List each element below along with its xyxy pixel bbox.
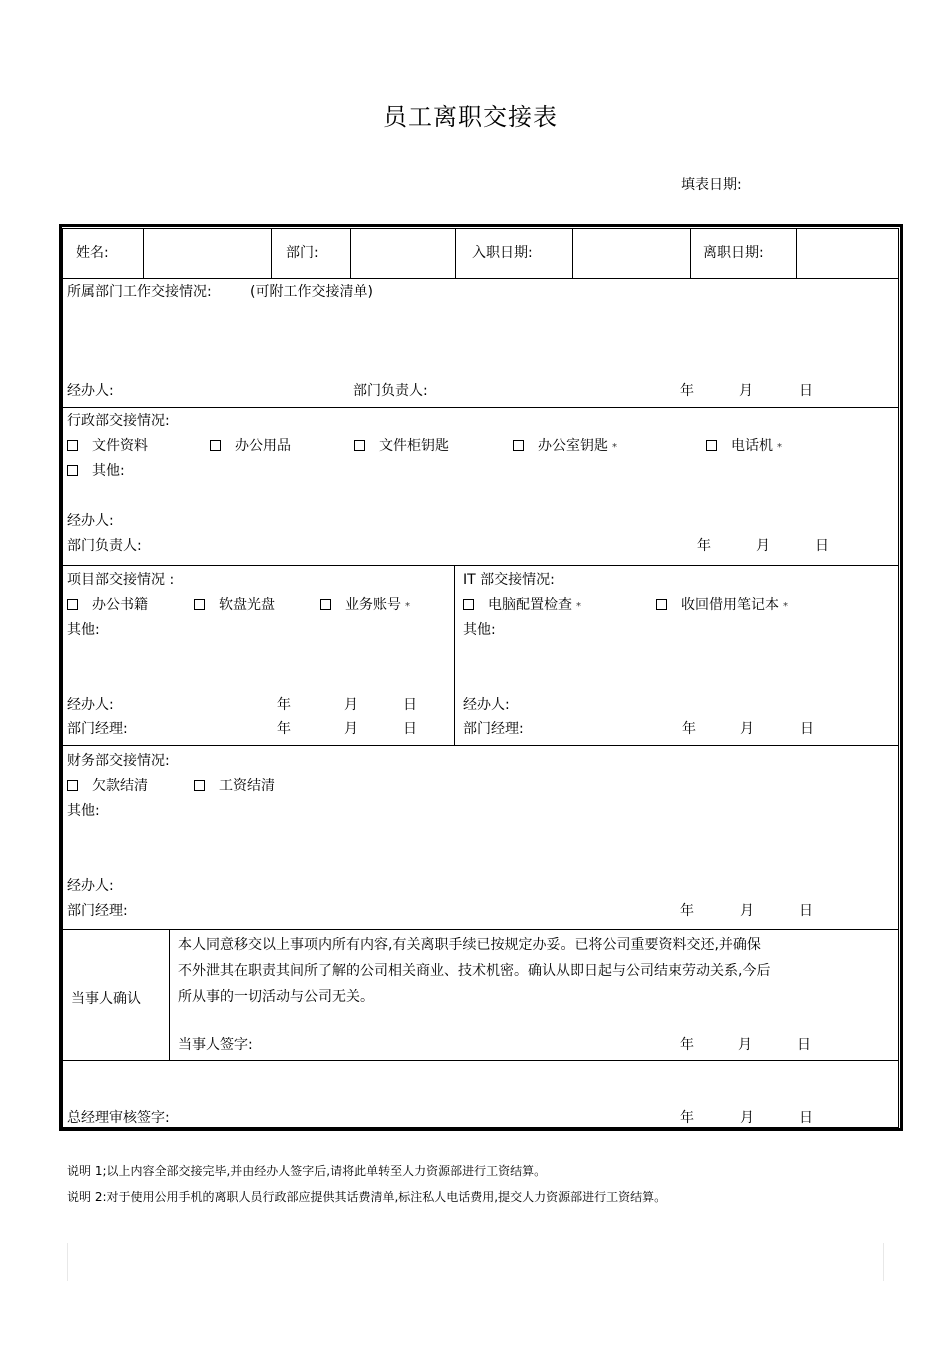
dept-head-label: 部门负责人: (353, 383, 428, 399)
date-month: 月 (740, 1110, 754, 1126)
project-manager-label: 部门经理: (67, 721, 128, 737)
section-line (62, 745, 899, 746)
page-edge-mark (67, 1243, 68, 1281)
date-year: 年 (277, 697, 291, 713)
inner-left-line (62, 278, 63, 1128)
date-day: 日 (799, 903, 813, 919)
date-year: 年 (680, 1037, 694, 1053)
date-day: 日 (403, 697, 417, 713)
finance-item-salary[interactable]: 工资结清 (194, 775, 275, 795)
hire-date-label: 入职日期: (472, 245, 533, 261)
it-manager-label: 部门经理: (463, 721, 524, 737)
admin-item-documents[interactable]: 文件资料 (67, 435, 148, 455)
confirm-text-line: 所从事的一切活动与公司无关。 (178, 989, 374, 1005)
note-line: 说明 1;以上内容全部交接完毕,并由经办人签字后,请将此单转至人力资源部进行工资结算。 (67, 1164, 547, 1178)
date-year: 年 (680, 1110, 694, 1126)
date-month: 月 (740, 903, 754, 919)
page-edge-mark (883, 1243, 884, 1281)
header-divider (143, 228, 144, 278)
it-handler-label: 经办人: (463, 697, 510, 713)
section-line (62, 407, 899, 408)
it-section-label: IT 部交接情况: (463, 572, 555, 588)
project-section-label: 项目部交接情况 : (67, 572, 175, 588)
finance-manager-label: 部门经理: (67, 903, 128, 919)
checkbox[interactable] (194, 780, 205, 791)
finance-item-debts[interactable]: 欠款结清 (67, 775, 148, 795)
header-divider (572, 228, 573, 278)
date-month: 月 (344, 697, 358, 713)
header-divider (271, 228, 272, 278)
project-item-disks[interactable]: 软盘光盘 (194, 594, 275, 614)
date-day: 日 (800, 721, 814, 737)
checkbox[interactable] (67, 780, 78, 791)
confirm-divider (169, 929, 170, 1060)
checkbox[interactable] (354, 440, 365, 451)
note-line: 说明 2:对于使用公用手机的离职人员行政部应提供其话费清单,标注私人电话费用,提交人力资源部进行工资结算。 (67, 1190, 667, 1204)
section-line (62, 565, 899, 566)
it-item-laptop-return[interactable]: 收回借用笔记本 * (656, 594, 788, 614)
it-other-label: 其他: (463, 622, 496, 638)
date-day: 日 (815, 538, 829, 554)
date-day: 日 (799, 383, 813, 399)
project-it-divider (454, 565, 455, 745)
section-line (62, 1060, 899, 1061)
page-title: 员工离职交接表 (383, 103, 558, 131)
name-label: 姓名: (76, 245, 109, 261)
admin-section-label: 行政部交接情况: (67, 413, 170, 429)
inner-right-line (898, 278, 899, 1128)
project-item-books[interactable]: 办公书籍 (67, 594, 148, 614)
admin-handler-label: 经办人: (67, 513, 114, 529)
section-line (62, 278, 899, 279)
dept-handler-label: 经办人: (67, 383, 114, 399)
date-month: 月 (739, 383, 753, 399)
finance-other-label: 其他: (67, 803, 100, 819)
date-year: 年 (697, 538, 711, 554)
date-day: 日 (799, 1110, 813, 1126)
date-year: 年 (680, 903, 694, 919)
admin-head-label: 部门负责人: (67, 538, 142, 554)
confirm-label: 当事人确认 (71, 991, 141, 1007)
it-item-pc-check[interactable]: 电脑配置检查 * (463, 594, 581, 614)
date-month: 月 (738, 1037, 752, 1053)
header-left-line (62, 228, 63, 278)
date-day: 日 (403, 721, 417, 737)
header-top-line (62, 228, 899, 229)
dept-section-note: (可附工作交接清单) (250, 284, 373, 300)
dept-label: 部门: (286, 245, 319, 261)
admin-item-other[interactable]: 其他: (67, 460, 125, 480)
header-right-line (898, 228, 899, 278)
date-year: 年 (682, 721, 696, 737)
required-star: * (783, 601, 788, 612)
required-star: * (405, 601, 410, 612)
checkbox[interactable] (463, 599, 474, 610)
project-handler-label: 经办人: (67, 697, 114, 713)
section-line (62, 1127, 899, 1128)
header-divider (455, 228, 456, 278)
date-month: 月 (740, 721, 754, 737)
header-divider (690, 228, 691, 278)
date-day: 日 (797, 1037, 811, 1053)
required-star: * (576, 601, 581, 612)
date-month: 月 (756, 538, 770, 554)
checkbox[interactable] (513, 440, 524, 451)
admin-item-cabinet-key[interactable]: 文件柜钥匙 (354, 435, 449, 455)
header-divider (796, 228, 797, 278)
confirm-text-line: 本人同意移交以上事项内所有内容,有关离职手续已按规定办妥。已将公司重要资料交还,并确保 (178, 937, 761, 953)
checkbox[interactable] (67, 465, 78, 476)
section-line (62, 929, 899, 930)
date-month: 月 (344, 721, 358, 737)
checkbox[interactable] (656, 599, 667, 610)
admin-item-office-key[interactable]: 办公室钥匙 * (513, 435, 617, 455)
admin-item-phone[interactable]: 电话机 * (706, 435, 782, 455)
checkbox[interactable] (67, 440, 78, 451)
date-year: 年 (277, 721, 291, 737)
header-divider (350, 228, 351, 278)
gm-signature-label: 总经理审核签字: (67, 1110, 170, 1126)
finance-handler-label: 经办人: (67, 878, 114, 894)
dept-section-label: 所属部门工作交接情况: (67, 284, 212, 300)
checkbox[interactable] (320, 599, 331, 610)
checkbox[interactable] (706, 440, 717, 451)
finance-section-label: 财务部交接情况: (67, 753, 170, 769)
checkbox[interactable] (210, 440, 221, 451)
required-star: * (777, 442, 782, 453)
admin-item-supplies[interactable]: 办公用品 (210, 435, 291, 455)
date-year: 年 (680, 383, 694, 399)
leave-date-label: 离职日期: (703, 245, 764, 261)
signature-label: 当事人签字: (178, 1037, 253, 1053)
checkbox[interactable] (194, 599, 205, 610)
project-other-label: 其他: (67, 622, 100, 638)
required-star: * (612, 442, 617, 453)
fill-date-label: 填表日期: (681, 177, 742, 193)
checkbox[interactable] (67, 599, 78, 610)
confirm-text-line: 不外泄其在职责其间所了解的公司相关商业、技术机密。确认从即日起与公司结束劳动关系,今后 (178, 963, 771, 979)
project-item-accounts[interactable]: 业务账号 * (320, 594, 410, 614)
